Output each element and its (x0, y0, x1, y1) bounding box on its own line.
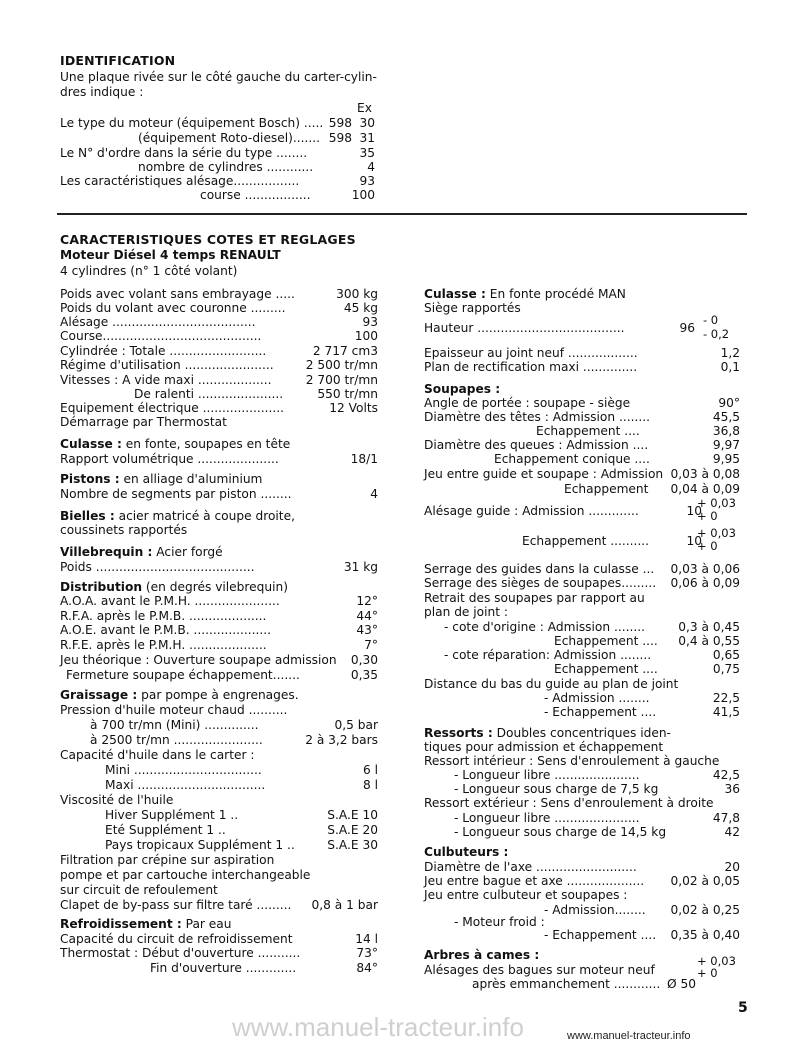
spec-row (424, 467, 740, 481)
spec-row (60, 718, 378, 732)
spec-label: Pistons : en alliage d'aluminium (60, 472, 263, 486)
spec-row (424, 452, 740, 466)
spec-label: Poids ......................................... (60, 560, 255, 574)
spec-label: Capacité d'huile dans le carter : (60, 748, 255, 762)
spec-row (60, 808, 378, 822)
spec-row (60, 748, 378, 762)
spec-value: 42 (724, 825, 740, 839)
spec-value: 0,1 (720, 360, 740, 374)
page-number: 5 (738, 1000, 748, 1016)
spec-label: Régime d'utilisation ....................... (60, 358, 274, 372)
spec-row (60, 358, 378, 372)
spec-label: Viscosité de l'huile (60, 793, 174, 807)
identification-intro-2: dres indique : (60, 85, 144, 99)
spec-row (60, 437, 378, 451)
spec-value: 93 (362, 315, 378, 329)
hauteur-tolerance: - 0 - 0,2 (703, 313, 730, 341)
spec-value: 41,5 (712, 705, 740, 719)
spec-value: 9,95 (712, 452, 740, 466)
spec-value: Ø 50 (667, 977, 696, 991)
identification-line: Les caractéristiques alésage................. 93 (60, 174, 375, 188)
spec-label: - Longueur sous charge de 14,5 kg (454, 825, 667, 839)
spec-label: Distribution (en degrés vilebrequin) (60, 580, 288, 594)
spec-label: - Admission ........ (544, 691, 650, 705)
spec-row (60, 823, 378, 837)
spec-value: 2 700 tr/mn (305, 373, 378, 387)
carac-subtitle: Moteur Diésel 4 temps RENAULT (60, 248, 281, 262)
spec-label: Echappement .... (554, 662, 658, 676)
spec-value: 0,8 à 1 bar (311, 898, 378, 912)
spec-label: Diamètre des têtes : Admission ........ (424, 410, 650, 424)
spec-row (424, 301, 740, 315)
spec-row (60, 287, 378, 301)
spec-label: Démarrage par Thermostat (60, 415, 227, 429)
spec-label: Echappement (564, 482, 649, 496)
spec-row (60, 898, 378, 912)
spec-row (424, 677, 740, 691)
spec-label: Maxi ................................. (105, 778, 266, 792)
spec-label: Echappement conique .... (494, 452, 650, 466)
spec-label: Nombre de segments par piston ........ (60, 487, 292, 501)
spec-row (60, 868, 378, 882)
spec-row (60, 917, 378, 931)
spec-row (60, 344, 378, 358)
spec-value: 45,5 (712, 410, 740, 424)
spec-row (424, 726, 740, 740)
spec-row (60, 545, 378, 559)
spec-label: Culbuteurs : (424, 845, 509, 859)
spec-label: Culasse : en fonte, soupapes en tête (60, 437, 291, 451)
spec-value: S.A.E 10 (327, 808, 378, 822)
spec-row (424, 648, 740, 662)
spec-row (424, 963, 740, 977)
spec-value: 0,06 à 0,09 (670, 576, 740, 590)
spec-label: Poids avec volant sans embrayage ..... (60, 287, 295, 301)
guide-admission-tolerance: + 0,03 + 0 (697, 496, 736, 523)
spec-row (60, 932, 378, 946)
spec-row (424, 977, 740, 991)
spec-value: 1,2 (720, 346, 740, 360)
bague-tolerance: + 0,03 + 0 (697, 954, 736, 980)
spec-row (60, 580, 378, 594)
spec-label: Vitesses : A vide maxi ................... (60, 373, 272, 387)
spec-label: Ressorts : Doubles concentriques iden- (424, 726, 671, 740)
spec-label: plan de joint : (424, 605, 509, 619)
spec-label: Alésage guide : Admission ............. (424, 504, 639, 518)
spec-row (60, 961, 378, 975)
spec-label: - Longueur libre ...................... (454, 768, 640, 782)
spec-label: Pays tropicaux Supplément 1 .. (105, 838, 295, 852)
watermark-small: www.manuel-tracteur.info (567, 1030, 691, 1042)
spec-value: 8 l (362, 778, 378, 792)
spec-value: 0,03 à 0,08 (670, 467, 740, 481)
spec-row (424, 948, 740, 962)
spec-value: 20 (724, 860, 740, 874)
spec-row (424, 768, 740, 782)
spec-label: - Longueur libre ...................... (454, 811, 640, 825)
spec-label: Jeu entre bague et axe .................... (424, 874, 645, 888)
spec-row (424, 782, 740, 796)
spec-value: 44° (356, 609, 378, 623)
spec-row (60, 387, 378, 401)
identification-intro-1: Une plaque rivée sur le côté gauche du carter-cylin- (60, 70, 377, 84)
spec-label: coussinets rapportés (60, 523, 188, 537)
spec-row (60, 373, 378, 387)
spec-label: sur circuit de refoulement (60, 883, 218, 897)
spec-value: 0,4 à 0,55 (678, 634, 740, 648)
spec-label: Cylindrée : Totale ......................... (60, 344, 267, 358)
spec-label: Villebrequin : Acier forgé (60, 545, 223, 559)
spec-label: - Echappement .... (544, 705, 657, 719)
spec-label: Fermeture soupape échappement....... (66, 668, 300, 682)
spec-label: Soupapes : (424, 382, 501, 396)
spec-row (424, 605, 740, 619)
spec-value: 45 kg (343, 301, 378, 315)
spec-row (60, 401, 378, 415)
spec-label: Pression d'huile moteur chaud .......... (60, 703, 288, 717)
spec-label: Hiver Supplément 1 .. (105, 808, 239, 822)
spec-label: - Longueur sous charge de 7,5 kg (454, 782, 659, 796)
spec-row (60, 560, 378, 574)
spec-label: R.F.A. après le P.M.B. .................... (60, 609, 267, 623)
spec-value: 36 (724, 782, 740, 796)
spec-label: Course......................................... (60, 329, 262, 343)
spec-row (424, 754, 740, 768)
spec-value: 550 tr/mn (317, 387, 378, 401)
spec-label: Graissage : par pompe à engrenages. (60, 688, 299, 702)
spec-label: Echappement .......... (522, 534, 650, 548)
spec-value: 31 kg (343, 560, 378, 574)
spec-label: Filtration par crépine sur aspiration (60, 853, 275, 867)
spec-row (60, 688, 378, 702)
spec-row (60, 609, 378, 623)
spec-row (60, 623, 378, 637)
spec-value: 22,5 (712, 691, 740, 705)
spec-label: Thermostat : Début d'ouverture ........... (60, 946, 301, 960)
identification-column-head: Ex (357, 101, 372, 115)
spec-row (424, 662, 740, 676)
spec-row (424, 562, 740, 576)
spec-value: 42,5 (712, 768, 740, 782)
spec-value: 0,35 (350, 668, 378, 682)
spec-label: Epaisseur au joint neuf .................. (424, 346, 638, 360)
spec-row (424, 825, 740, 839)
spec-label: - Echappement .... (544, 928, 657, 942)
spec-label: Echappement .... (554, 634, 658, 648)
spec-row (424, 928, 740, 942)
identification-title: IDENTIFICATION (60, 53, 176, 68)
spec-label: Distance du bas du guide au plan de joint (424, 677, 679, 691)
spec-label: A.O.E. avant le P.M.B. .................... (60, 623, 272, 637)
spec-value: 84° (356, 961, 378, 975)
spec-label: Ressort extérieur : Sens d'enroulement à droite (424, 796, 714, 810)
identification-line: Le N° d'ordre dans la série du type ........ 35 (60, 146, 375, 160)
spec-label: - cote d'origine : Admission ........ (444, 620, 645, 634)
spec-label: à 2500 tr/mn ....................... (90, 733, 263, 747)
guide-echappement-tolerance: + 0,03 + 0 (697, 526, 736, 553)
spec-row (60, 415, 378, 429)
spec-value: 18/1 (350, 452, 378, 466)
spec-row (424, 346, 740, 360)
spec-value: 73° (356, 946, 378, 960)
spec-label: Bielles : acier matricé à coupe droite, (60, 509, 295, 523)
spec-value: 47,8 (712, 811, 740, 825)
spec-row (424, 396, 740, 410)
spec-label: Ressort intérieur : Sens d'enroulement à gauche (424, 754, 720, 768)
spec-label: Mini ................................. (105, 763, 262, 777)
spec-value: 12° (356, 594, 378, 608)
spec-row (424, 874, 740, 888)
spec-label: Rapport volumétrique ..................... (60, 452, 279, 466)
spec-value: 96 (679, 321, 695, 335)
spec-row (60, 638, 378, 652)
spec-label: Fin d'ouverture ............. (150, 961, 297, 975)
spec-row (424, 360, 740, 374)
spec-label: Jeu entre guide et soupape : Admission (424, 467, 664, 481)
spec-row (60, 472, 378, 486)
spec-value: 10 (686, 534, 702, 548)
spec-value: 300 kg (336, 287, 378, 301)
spec-label: Clapet de by-pass sur filtre taré ......... (60, 898, 292, 912)
spec-value: 6 l (362, 763, 378, 777)
spec-label: Hauteur ...................................... (424, 321, 625, 335)
spec-row (60, 733, 378, 747)
spec-row (60, 838, 378, 852)
spec-row (424, 482, 740, 496)
spec-row (424, 620, 740, 634)
spec-value: 36,8 (712, 424, 740, 438)
spec-value: 0,02 à 0,25 (670, 903, 740, 917)
spec-row (60, 653, 378, 667)
spec-label: Eté Supplément 1 .. (105, 823, 226, 837)
spec-label: Diamètre de l'axe .......................... (424, 860, 637, 874)
spec-label: Echappement .... (536, 424, 640, 438)
spec-row (424, 888, 740, 902)
spec-label: - cote réparation: Admission ........ (444, 648, 652, 662)
section-divider (57, 213, 747, 215)
spec-row (424, 691, 740, 705)
spec-row (60, 703, 378, 717)
spec-row (424, 915, 740, 929)
spec-label: - Admission........ (544, 903, 646, 917)
spec-value: 9,97 (712, 438, 740, 452)
spec-label: Equipement électrique ..................... (60, 401, 284, 415)
spec-label: Poids du volant avec couronne ......... (60, 301, 286, 315)
spec-label: Culasse : En fonte procédé MAN (424, 287, 626, 301)
spec-row (424, 504, 740, 518)
spec-label: Alésages des bagues sur moteur neuf (424, 963, 655, 977)
spec-value: 2 500 tr/mn (305, 358, 378, 372)
spec-label: Serrage des sièges de soupapes......... (424, 576, 657, 590)
spec-label: Angle de portée : soupape - siège (424, 396, 631, 410)
spec-value: 0,5 bar (334, 718, 378, 732)
spec-label: Diamètre des queues : Admission .... (424, 438, 649, 452)
spec-value: 0,03 à 0,06 (670, 562, 740, 576)
spec-label: à 700 tr/mn (Mini) .............. (90, 718, 259, 732)
spec-value: S.A.E 30 (327, 838, 378, 852)
spec-value: S.A.E 20 (327, 823, 378, 837)
spec-value: 10 (686, 504, 702, 518)
spec-label: Siège rapportés (424, 301, 521, 315)
spec-row (424, 860, 740, 874)
spec-label: Jeu théorique : Ouverture soupape admission (60, 653, 337, 667)
spec-row (424, 705, 740, 719)
spec-row (424, 321, 740, 335)
spec-row (424, 740, 740, 754)
spec-label: Serrage des guides dans la culasse ... (424, 562, 655, 576)
spec-label: De ralenti ...................... (134, 387, 284, 401)
spec-label: pompe et par cartouche interchangeable (60, 868, 311, 882)
spec-label: Capacité du circuit de refroidissement (60, 932, 293, 946)
spec-row (424, 438, 740, 452)
spec-value: 4 (370, 487, 378, 501)
spec-row (424, 534, 740, 548)
spec-row (424, 634, 740, 648)
spec-row (60, 793, 378, 807)
spec-label: Retrait des soupapes par rapport au (424, 591, 645, 605)
spec-value: 2 à 3,2 bars (305, 733, 378, 747)
spec-label: R.F.E. après le P.M.H. .................... (60, 638, 267, 652)
identification-line: course ................. 100 (200, 188, 375, 202)
spec-value: 0,35 à 0,40 (670, 928, 740, 942)
carac-subtitle-2: 4 cylindres (n° 1 côté volant) (60, 264, 238, 278)
spec-label: Refroidissement : Par eau (60, 917, 232, 931)
spec-value: 0,30 (350, 653, 378, 667)
spec-row (60, 301, 378, 315)
spec-label: Plan de rectification maxi .............. (424, 360, 638, 374)
spec-row (60, 883, 378, 897)
spec-value: 90° (718, 396, 740, 410)
spec-row (424, 382, 740, 396)
spec-value: 0,3 à 0,45 (678, 620, 740, 634)
identification-line: (équipement Roto-diesel)....... 598 31 (138, 131, 375, 145)
spec-row (424, 424, 740, 438)
spec-row (60, 452, 378, 466)
spec-label: - Moteur froid : (454, 915, 545, 929)
spec-row (424, 576, 740, 590)
spec-row (424, 796, 740, 810)
spec-row (60, 315, 378, 329)
spec-row (424, 845, 740, 859)
spec-label: A.O.A. avant le P.M.H. ...................... (60, 594, 280, 608)
spec-row (60, 668, 378, 682)
spec-label: tiques pour admission et échappement (424, 740, 664, 754)
spec-value: 100 (354, 329, 378, 343)
watermark-large: www.manuel-tracteur.info (232, 1012, 524, 1042)
spec-row (424, 410, 740, 424)
spec-value: 12 Volts (329, 401, 378, 415)
spec-value: 0,02 à 0,05 (670, 874, 740, 888)
spec-row (60, 594, 378, 608)
spec-label: Alésage ..................................... (60, 315, 256, 329)
spec-row (424, 811, 740, 825)
spec-row (60, 487, 378, 501)
spec-row (60, 509, 378, 523)
identification-line: nombre de cylindres ............ 4 (138, 160, 375, 174)
spec-row (60, 778, 378, 792)
spec-value: 0,65 (712, 648, 740, 662)
spec-value: 43° (356, 623, 378, 637)
identification-line: Le type du moteur (équipement Bosch) ..... 598 30 (60, 116, 375, 130)
carac-title: CARACTERISTIQUES COTES ET REGLAGES (60, 232, 356, 247)
spec-label: après emmanchement ............ (472, 977, 661, 991)
spec-row (424, 591, 740, 605)
spec-label: Jeu entre culbuteur et soupapes : (424, 888, 628, 902)
spec-row (60, 946, 378, 960)
spec-label: Arbres à cames : (424, 948, 540, 962)
spec-value: 14 l (355, 932, 378, 946)
spec-row (60, 853, 378, 867)
spec-value: 0,04 à 0,09 (670, 482, 740, 496)
spec-row (424, 287, 740, 301)
spec-row (60, 763, 378, 777)
spec-row (60, 329, 378, 343)
spec-row (60, 523, 378, 537)
spec-value: 2 717 cm3 (312, 344, 378, 358)
spec-value: 7° (364, 638, 378, 652)
spec-value: 0,75 (712, 662, 740, 676)
